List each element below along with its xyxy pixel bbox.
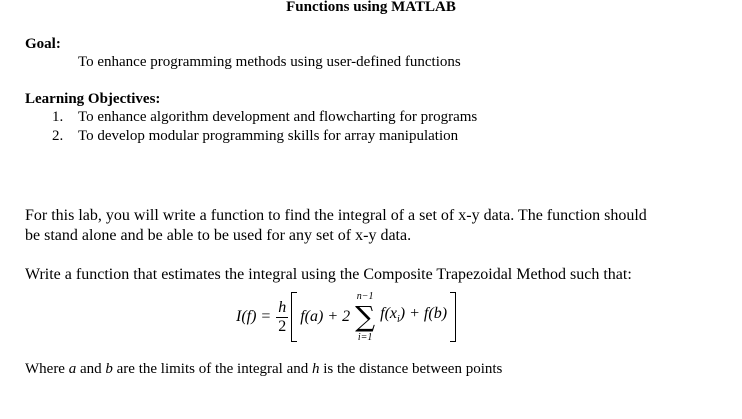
sum-upper: n−1 [356,291,374,302]
where-part: is the distance between points [319,361,503,377]
where-part: Where [25,361,69,377]
objective-num: 2. [52,128,64,144]
page-title: Functions using MATLAB [286,0,456,15]
var-h: h [312,361,320,377]
eq-term2 [380,305,447,329]
var-b: b [105,361,113,377]
eq-subscript: i [397,314,400,326]
eq-numerator: h [278,298,287,316]
paragraph: Write a function that estimates the integral using the Composite Trapezoidal Method such that: [25,266,632,283]
where-part: are the limits of the integral and [112,361,312,377]
left-bracket [291,292,297,342]
objective-item: To enhance algorithm development and flowcharting for programs [78,109,478,125]
objective-num: 1. [52,109,64,125]
right-bracket [450,292,456,342]
sum-lower: i=1 [357,332,373,343]
paragraph-line: be stand alone and be able to be used for any set of x-y data. [25,227,412,244]
trapezoid-equation [236,284,456,350]
where-text [25,361,502,378]
sum-symbol: ∑ [355,300,376,333]
objectives-heading: Learning Objectives: [25,91,161,107]
eq-lhs: I(f) = [236,308,272,325]
objective-item: To develop modular programming skills for array manipulation [78,128,459,144]
summation [355,291,375,343]
eq-term: f(a) + 2 [300,308,351,325]
eq-f-b: ) + f(b) [399,304,448,322]
var-a: a [68,361,77,377]
goal-heading: Goal: [25,36,61,52]
fraction [276,299,288,336]
eq-f-x: f(x [380,304,398,322]
eq-denominator: 2 [278,317,287,335]
where-part: and [76,361,106,377]
paragraph-line: For this lab, you will write a function to find the integral of a set of x-y data. The function should [25,207,647,224]
goal-text: To enhance programming methods using user-defined functions [78,54,461,70]
